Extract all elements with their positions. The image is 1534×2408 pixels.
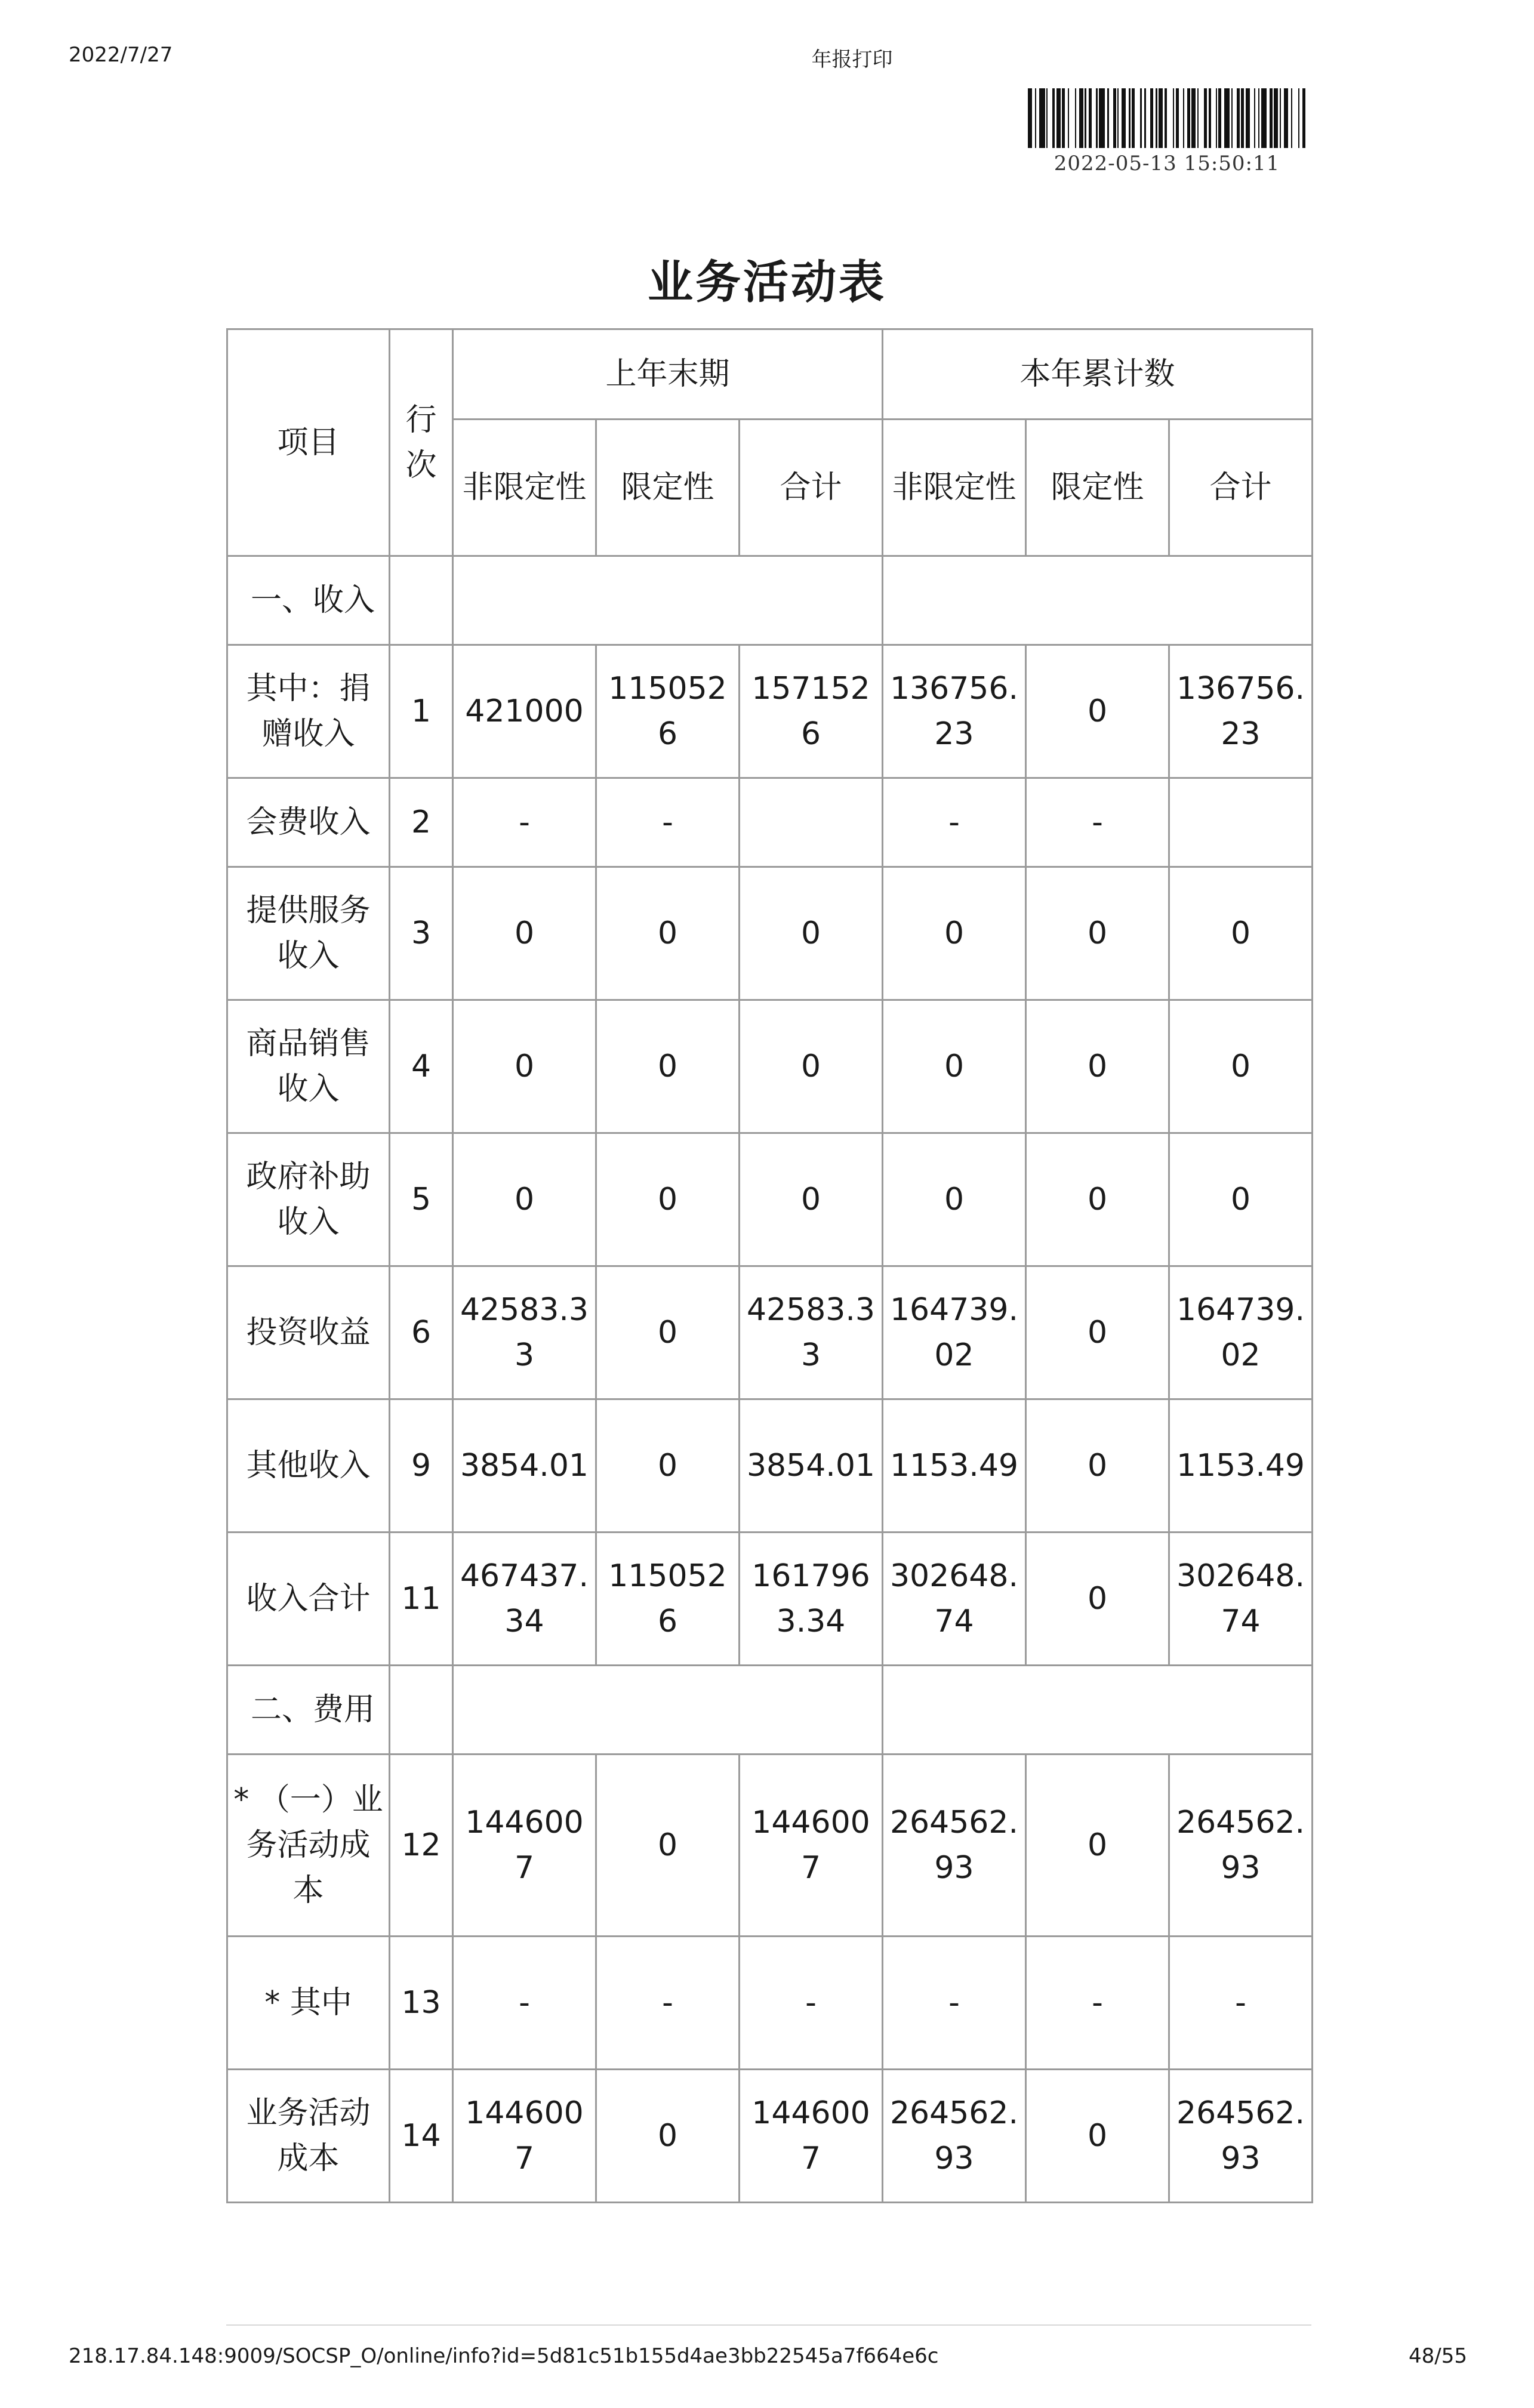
prev-unrestricted: 1446007	[453, 2070, 596, 2203]
col-header-curr-restricted: 限定性	[1026, 420, 1169, 556]
table-row	[227, 1399, 1313, 1533]
row-item: 其中：捐赠收入	[227, 645, 390, 778]
curr-unrestricted: 0	[883, 1133, 1026, 1266]
prev-total: 1571526	[740, 645, 883, 778]
print-header-title: 年报打印	[811, 48, 893, 72]
curr-unrestricted: 264562.93	[883, 1755, 1026, 1937]
row-line-number: 2	[390, 778, 453, 867]
curr-total	[1169, 778, 1313, 867]
curr-restricted: 0	[1026, 1133, 1169, 1266]
barcode-stripe	[1167, 88, 1173, 148]
row-line-number: 3	[390, 867, 453, 1000]
barcode-stripe	[1092, 88, 1096, 148]
barcode-stripe	[1292, 88, 1298, 148]
barcode-image	[1028, 88, 1307, 148]
curr-restricted: 0	[1026, 1533, 1169, 1666]
row-item: 业务活动成本	[227, 2070, 390, 2203]
barcode-stripe	[1039, 88, 1045, 148]
barcode-stripe	[1284, 88, 1288, 148]
prev-restricted: 1150526	[596, 645, 740, 778]
table-cell	[453, 556, 883, 645]
curr-total: 164739.02	[1169, 1266, 1313, 1399]
col-header-curr-unrestricted: 非限定性	[883, 420, 1026, 556]
prev-restricted: 0	[596, 1755, 740, 1937]
table-row	[227, 1937, 1313, 2070]
section-label-expense: 二、费用	[227, 1666, 390, 1755]
table-cell	[453, 1666, 883, 1755]
row-line-number: 5	[390, 1133, 453, 1266]
prev-unrestricted: 0	[453, 1000, 596, 1133]
barcode-stripe	[1250, 88, 1254, 148]
row-item: 商品销售收入	[227, 1000, 390, 1133]
prev-restricted: 0	[596, 867, 740, 1000]
prev-total: 42583.33	[740, 1266, 883, 1399]
barcode-stripe	[1211, 88, 1215, 148]
prev-restricted: 0	[596, 1399, 740, 1533]
prev-total: 1446007	[740, 2070, 883, 2203]
print-date: 2022/7/27	[69, 43, 173, 67]
row-item: * 其中	[227, 1937, 390, 2070]
barcode-stripe	[1224, 88, 1230, 148]
curr-unrestricted: 1153.49	[883, 1399, 1026, 1533]
barcode-stripe	[1233, 88, 1237, 148]
curr-unrestricted: 0	[883, 867, 1026, 1000]
barcode-stripe	[1246, 88, 1250, 148]
row-item: 提供服务收入	[227, 867, 390, 1000]
prev-restricted: -	[596, 1937, 740, 2070]
barcode-stripe	[1122, 88, 1126, 148]
curr-unrestricted: 302648.74	[883, 1533, 1026, 1666]
prev-total: 1446007	[740, 1755, 883, 1937]
barcode-stripe	[1135, 88, 1141, 148]
row-item: 收入合计	[227, 1533, 390, 1666]
section-row-income	[227, 556, 1313, 645]
prev-total: 0	[740, 867, 883, 1000]
prev-restricted: -	[596, 778, 740, 867]
curr-unrestricted: 136756.23	[883, 645, 1026, 778]
table-row	[227, 867, 1313, 1000]
barcode-timestamp: 2022-05-13 15:50:11	[1054, 152, 1280, 175]
curr-total: 264562.93	[1169, 2070, 1313, 2203]
row-line-number: 9	[390, 1399, 453, 1533]
curr-restricted: 0	[1026, 1266, 1169, 1399]
prev-restricted: 0	[596, 2070, 740, 2203]
row-line-number: 6	[390, 1266, 453, 1399]
curr-unrestricted: -	[883, 778, 1026, 867]
row-line-number: 13	[390, 1937, 453, 2070]
table-row	[227, 1133, 1313, 1266]
prev-unrestricted: 42583.33	[453, 1266, 596, 1399]
col-header-prev-unrestricted: 非限定性	[453, 420, 596, 556]
curr-total: 1153.49	[1169, 1399, 1313, 1533]
row-item: 会费收入	[227, 778, 390, 867]
curr-total: 0	[1169, 867, 1313, 1000]
prev-restricted: 0	[596, 1133, 740, 1266]
row-line-number: 12	[390, 1755, 453, 1937]
barcode-stripe	[1159, 88, 1163, 148]
curr-restricted: -	[1026, 1937, 1169, 2070]
table-row	[227, 778, 1313, 867]
curr-restricted: -	[1026, 778, 1169, 867]
prev-restricted: 1150526	[596, 1533, 740, 1666]
col-header-prev-restricted: 限定性	[596, 420, 740, 556]
barcode-stripe	[1069, 88, 1075, 148]
prev-unrestricted: 3854.01	[453, 1399, 596, 1533]
barcode-stripe	[1274, 88, 1278, 148]
prev-total: 3854.01	[740, 1399, 883, 1533]
curr-total: 0	[1169, 1133, 1313, 1266]
curr-unrestricted: 164739.02	[883, 1266, 1026, 1399]
barcode-stripe	[1191, 88, 1196, 148]
footer-url: 218.17.84.148:9009/SOCSP_O/online/info?id=5d81c51b155d4ae3bb22545a7f664e6c	[69, 2344, 939, 2368]
activity-statement-table	[226, 328, 1313, 2203]
row-line-number: 4	[390, 1000, 453, 1133]
row-item: 投资收益	[227, 1266, 390, 1399]
table-row	[227, 1533, 1313, 1666]
table-cell	[883, 556, 1313, 645]
prev-unrestricted: 1446007	[453, 1755, 596, 1937]
prev-unrestricted: -	[453, 1937, 596, 2070]
col-header-current-period: 本年累计数	[883, 329, 1313, 420]
table-cell	[390, 1666, 453, 1755]
row-item: 政府补助收入	[227, 1133, 390, 1266]
barcode-stripe	[1028, 88, 1032, 148]
prev-total	[740, 778, 883, 867]
table-row	[227, 1000, 1313, 1133]
curr-unrestricted: 264562.93	[883, 2070, 1026, 2203]
barcode-stripe	[1199, 88, 1205, 148]
prev-total: 0	[740, 1000, 883, 1133]
document-title: 业务活动表	[648, 255, 886, 309]
curr-restricted: 0	[1026, 645, 1169, 778]
barcode-stripe	[1261, 88, 1267, 148]
col-header-line: 行次	[390, 329, 453, 556]
prev-total: 0	[740, 1133, 883, 1266]
col-header-item: 项目	[227, 329, 390, 556]
section-label-income: 一、收入	[227, 556, 390, 645]
prev-unrestricted: 0	[453, 867, 596, 1000]
prev-unrestricted: -	[453, 778, 596, 867]
prev-restricted: 0	[596, 1000, 740, 1133]
barcode-stripe	[1146, 88, 1150, 148]
table-row	[227, 1266, 1313, 1399]
curr-total: 136756.23	[1169, 645, 1313, 778]
table-cell	[390, 556, 453, 645]
prev-total: 1617963.34	[740, 1533, 883, 1666]
barcode-stripe	[1305, 88, 1307, 148]
curr-restricted: 0	[1026, 1000, 1169, 1133]
curr-total: 264562.93	[1169, 1755, 1313, 1937]
row-line-number: 1	[390, 645, 453, 778]
curr-total: 0	[1169, 1000, 1313, 1133]
barcode-stripe	[1099, 88, 1105, 148]
barcode-stripe	[1056, 88, 1061, 148]
curr-restricted: 0	[1026, 1755, 1169, 1937]
footer-divider	[226, 2324, 1311, 2326]
prev-unrestricted: 0	[453, 1133, 596, 1266]
curr-restricted: 0	[1026, 2070, 1169, 2203]
row-item: 其他收入	[227, 1399, 390, 1533]
prev-unrestricted: 467437.34	[453, 1533, 596, 1666]
prev-total: -	[740, 1937, 883, 2070]
prev-restricted: 0	[596, 1266, 740, 1399]
prev-unrestricted: 421000	[453, 645, 596, 778]
curr-restricted: 0	[1026, 867, 1169, 1000]
page-number: 48/55	[1409, 2344, 1467, 2368]
curr-restricted: 0	[1026, 1399, 1169, 1533]
table-row	[227, 645, 1313, 778]
barcode-stripe	[1109, 88, 1113, 148]
col-header-prev-period: 上年末期	[453, 329, 883, 420]
barcode-stripe	[1079, 88, 1083, 148]
row-line-number: 11	[390, 1533, 453, 1666]
barcode-stripe	[1179, 88, 1183, 148]
table-row	[227, 2070, 1313, 2203]
section-row-expense	[227, 1666, 1313, 1755]
header-row-groups	[227, 329, 1313, 420]
barcode-stripe	[1048, 88, 1052, 148]
col-header-prev-total: 合计	[740, 420, 883, 556]
row-item: * （一）业务活动成本	[227, 1755, 390, 1937]
col-header-curr-total: 合计	[1169, 420, 1313, 556]
curr-total: 302648.74	[1169, 1533, 1313, 1666]
curr-unrestricted: 0	[883, 1000, 1026, 1133]
row-line-number: 14	[390, 2070, 453, 2203]
table-row	[227, 1755, 1313, 1937]
curr-total: -	[1169, 1937, 1313, 2070]
table-cell	[883, 1666, 1313, 1755]
curr-unrestricted: -	[883, 1937, 1026, 2070]
